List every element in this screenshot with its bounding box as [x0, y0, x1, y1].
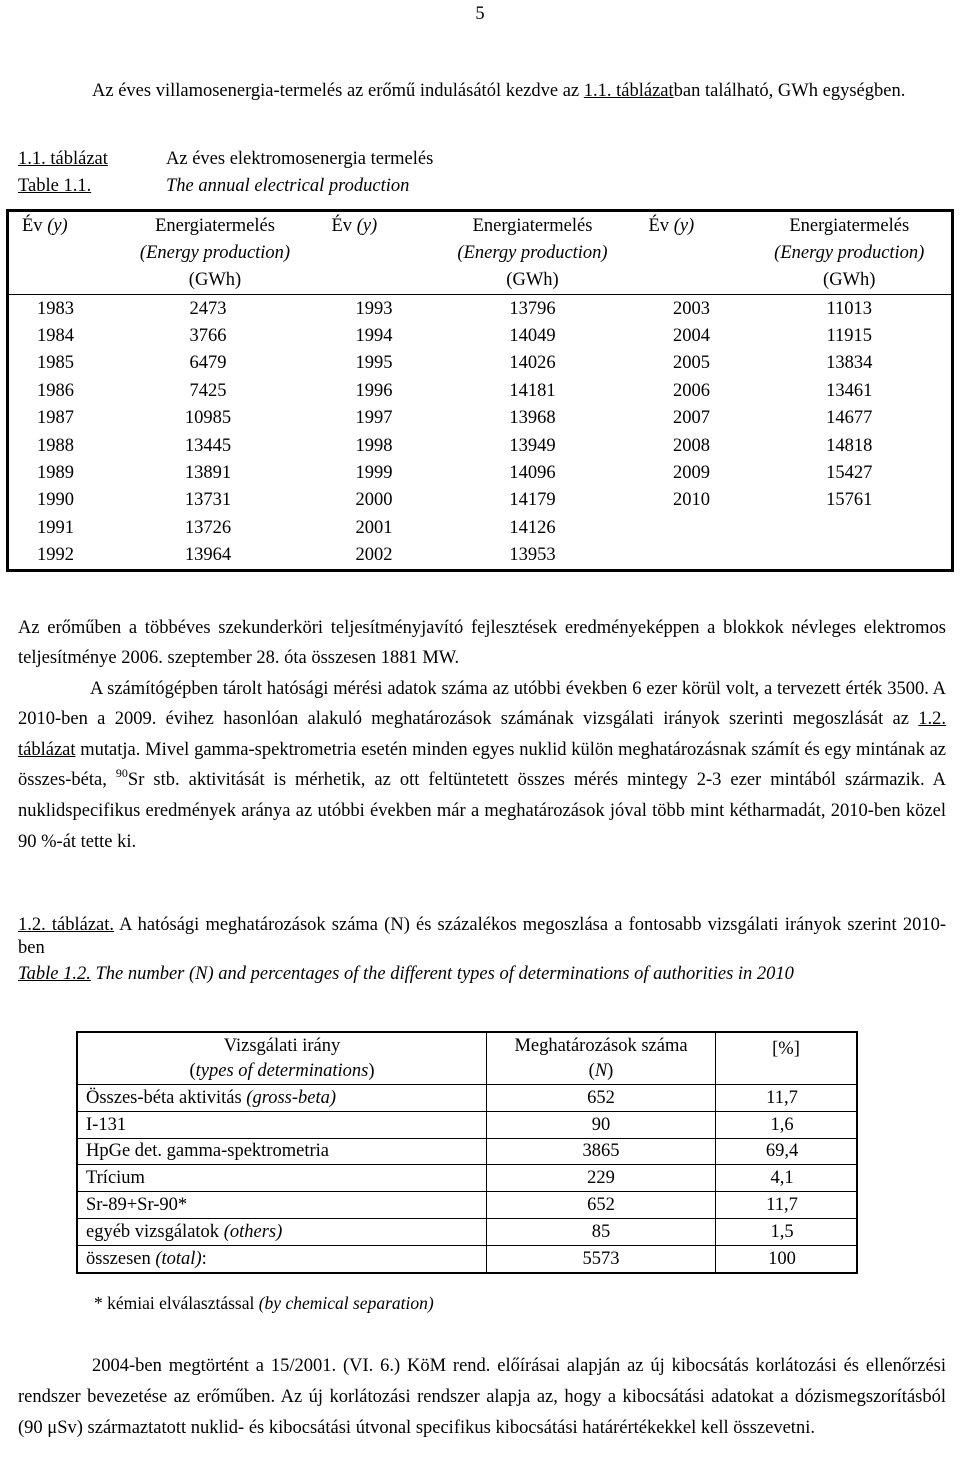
table-row [8, 542, 953, 571]
year-cell: 1992 [37, 545, 74, 566]
production-header: Energiatermelés (Energy production) (GWh) [457, 216, 608, 290]
count-cell: 652 [487, 1192, 716, 1219]
value-cell: 13953 [509, 545, 556, 566]
type-header: Vizsgálati irány (types of determinations) [77, 1032, 487, 1085]
year-cell: 1987 [37, 408, 74, 429]
value-cell: 13891 [184, 462, 232, 483]
table-row [77, 1085, 857, 1112]
year-cell: 1984 [37, 325, 74, 346]
year-cell: 1986 [37, 380, 74, 401]
year-cell: 1993 [355, 298, 393, 319]
table-row [77, 1138, 857, 1165]
percent-header: [%] [716, 1032, 858, 1085]
table-1-1-reference-link[interactable]: 1.1. táblázat [583, 81, 674, 101]
determinations-body [77, 1085, 857, 1273]
table-1-2-title-hu: A hatósági meghatározások száma (N) és százalékos megoszlása a fontosabb vizsgálati irányok szerint 2010-ben [18, 915, 947, 958]
year-cell: 1985 [37, 353, 74, 374]
value-cell: 14818 [826, 435, 873, 456]
year-header: Év (y) [331, 216, 378, 236]
type-cell: Összes-béta aktivitás (gross-beta) [77, 1085, 487, 1112]
value-cell: 14677 [826, 408, 873, 429]
table-1-1-label-en: Table 1.1. [18, 176, 92, 196]
table-row [8, 514, 953, 541]
table-header-row [77, 1032, 857, 1085]
value-cell: 2473 [189, 298, 227, 319]
table-row [8, 459, 953, 486]
year-cell: 2005 [673, 353, 710, 374]
year-cell: 2007 [673, 408, 710, 429]
percent-cell: 1,5 [716, 1218, 858, 1245]
table-1-2-label-hu: 1.2. táblázat. [18, 915, 115, 935]
year-header: Év (y) [22, 216, 68, 236]
table-row [8, 322, 953, 349]
value-cell: 13731 [184, 490, 232, 511]
isotope-superscript: 90 [115, 766, 128, 781]
value-cell: 14049 [509, 325, 556, 346]
table-1-1-title-en: The annual electrical production [166, 176, 410, 196]
year-cell: 1995 [355, 353, 393, 374]
count-cell: 229 [487, 1165, 716, 1192]
page-number: 5 [475, 4, 485, 24]
value-cell: 6479 [189, 353, 227, 374]
value-cell: 11915 [826, 325, 873, 346]
table-footnote: * kémiai elválasztással (by chemical separation) [94, 1293, 434, 1313]
year-cell: 2008 [673, 435, 710, 456]
table-row [77, 1111, 857, 1138]
table-header-row [8, 211, 953, 295]
intro-paragraph [18, 78, 946, 105]
body-paragraph [18, 613, 946, 857]
count-cell: 90 [487, 1111, 716, 1138]
year-cell: 1994 [355, 325, 393, 346]
year-cell [636, 514, 748, 541]
percent-cell: 100 [716, 1245, 858, 1272]
table-row [8, 377, 953, 404]
year-cell: 2001 [355, 517, 393, 538]
count-header: Meghatározások száma (N) [487, 1032, 716, 1085]
year-cell: 2010 [673, 490, 710, 511]
table-row [77, 1218, 857, 1245]
value-cell: 13834 [826, 353, 873, 374]
percent-cell: 11,7 [716, 1192, 858, 1219]
year-cell: 1997 [355, 408, 393, 429]
year-cell: 2000 [355, 490, 393, 511]
paragraph-capacity: Az erőműben a többéves szekunderköri teljesítményjavító fejlesztések eredményeképpen a blokkok névleges elektromos teljesítménye 2006. szeptember 28. óta összesen 1881 MW. [18, 618, 946, 669]
value-cell: 13964 [184, 545, 232, 566]
determinations-table [76, 1031, 858, 1274]
type-cell: HpGe det. gamma-spektrometria [77, 1138, 487, 1165]
value-cell: 14179 [509, 490, 556, 511]
percent-cell: 11,7 [716, 1085, 858, 1112]
count-cell: 3865 [487, 1138, 716, 1165]
year-cell [636, 542, 748, 571]
value-cell: 7425 [189, 380, 227, 401]
table-1-2-reference-link[interactable]: 1.2. táblázat [18, 709, 946, 760]
value-cell [748, 514, 953, 541]
value-cell: 14026 [509, 353, 556, 374]
table-row [77, 1192, 857, 1219]
count-cell: 652 [487, 1085, 716, 1112]
value-cell: 11013 [826, 298, 873, 319]
value-cell: 13796 [509, 298, 556, 319]
year-cell: 1983 [37, 298, 74, 319]
type-cell: I-131 [77, 1111, 487, 1138]
table-row [8, 432, 953, 459]
annual-production-body [8, 295, 953, 571]
table-1-2-title-en: The number (N) and percentages of the different types of determinations of authorities in 2010 [90, 964, 794, 984]
type-cell: összesen (total): [77, 1245, 487, 1272]
type-cell: Trícium [77, 1165, 487, 1192]
value-cell: 13949 [509, 435, 556, 456]
intro-text-end: ban található, GWh egységben. [673, 81, 906, 101]
year-cell: 2004 [673, 325, 710, 346]
year-cell: 2006 [673, 380, 710, 401]
value-cell: 15427 [826, 462, 873, 483]
table-1-1-label-hu: 1.1. táblázat [18, 149, 108, 169]
year-cell: 1990 [37, 490, 74, 511]
type-cell: Sr-89+Sr-90* [77, 1192, 487, 1219]
year-cell: 1988 [37, 435, 74, 456]
value-cell: 14096 [509, 462, 556, 483]
table-row [77, 1165, 857, 1192]
type-cell: egyéb vizsgálatok (others) [77, 1218, 487, 1245]
value-cell: 15761 [826, 490, 873, 511]
table-1-2-label-en: Table 1.2. [18, 964, 91, 984]
value-cell: 3766 [189, 325, 227, 346]
value-cell: 13726 [184, 517, 232, 538]
table-row [8, 350, 953, 377]
year-cell: 2002 [355, 545, 393, 566]
year-cell: 1996 [355, 380, 393, 401]
table-row [8, 405, 953, 432]
table-row [8, 487, 953, 514]
year-cell: 2009 [673, 462, 710, 483]
percent-cell: 1,6 [716, 1111, 858, 1138]
table-1-2-caption [18, 914, 946, 986]
table-row [8, 295, 953, 323]
value-cell: 14181 [509, 380, 556, 401]
table-1-1-title-hu: Az éves elektromosenergia termelés [166, 149, 434, 169]
value-cell: 13968 [509, 408, 556, 429]
table-1-1-caption [18, 146, 946, 200]
year-cell: 1989 [37, 462, 74, 483]
paragraph-determinations: A számítógépben tárolt hatósági mérési adatok száma az utóbbi években 6 ezer körül volt, a tervezett érték 3500. A 2010-ben a 2009. évihez hasonlóan alakuló meghatározások számának vizsgálati irányok szerinti megoszlását az 1.2. táblázat mutatja. Mivel gamma-spektrometria esetén minden egyes nuklid külön meghatározásnak számít és egy mintának az összes-béta, $^{90}$Sr stb. aktivitását is mérhetik, az ott feltüntetett összes mérés mintegy 2-3 ezer mintából származik. A nuklidspecifikus eredmények aránya az utóbbi években már a meghatározások jóval több mint kétharmadát, 2010-ben közel 90 %-át tette ki. [18, 678, 947, 852]
intro-text: Az éves villamosenergia-termelés az erőmű indulásától kezdve az [92, 81, 584, 101]
year-cell: 1998 [355, 435, 393, 456]
production-header: Energiatermelés (Energy production) (GWh) [774, 216, 925, 290]
year-cell: 2003 [673, 298, 710, 319]
table-row-total [77, 1245, 857, 1272]
year-cell: 1999 [355, 462, 393, 483]
annual-production-table [6, 209, 954, 572]
percent-cell: 69,4 [716, 1138, 858, 1165]
value-cell: 13445 [184, 435, 232, 456]
count-cell: 5573 [487, 1245, 716, 1272]
percent-cell: 4,1 [716, 1165, 858, 1192]
value-cell: 10985 [184, 408, 232, 429]
value-cell: 14126 [509, 517, 556, 538]
year-cell: 1991 [37, 517, 74, 538]
year-header: Év (y) [648, 216, 695, 236]
value-cell [748, 542, 953, 571]
count-cell: 85 [487, 1218, 716, 1245]
final-paragraph: 2004-ben megtörtént a 15/2001. (VI. 6.) KöM rend. előírásai alapján az új kibocsátás korlátozási és ellenőrzési rendszer bevezetése az erőműben. Az új korlátozási rendszer alapja az, hogy a kibocsátási adatokat a dózismegszorításból (90 μSv) származtatott nuklid- és kibocsátási útvonal specifikus kibocsátási határértékekkel kell összevetni. [18, 1356, 946, 1438]
production-header: Energiatermelés (Energy production) (GWh) [139, 216, 291, 290]
value-cell: 13461 [826, 380, 873, 401]
